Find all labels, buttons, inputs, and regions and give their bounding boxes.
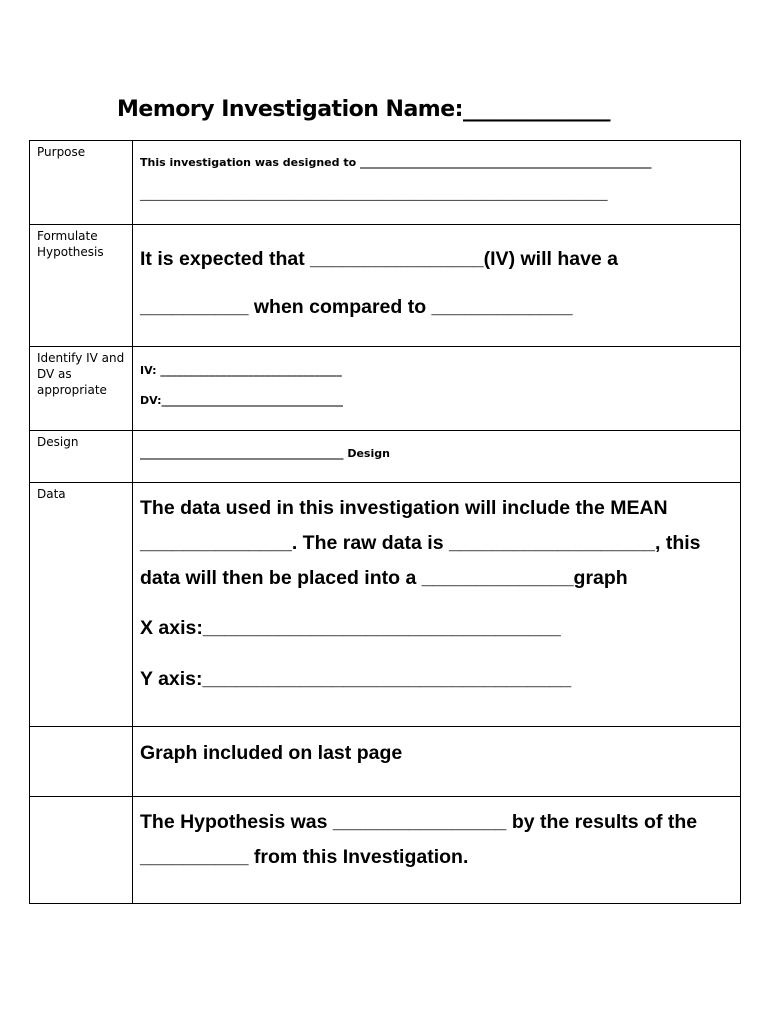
graph-note: Graph included on last page [140, 742, 403, 764]
x-axis-field[interactable]: X axis:_________________________________ [140, 617, 561, 639]
result-content [133, 797, 741, 904]
design-row [30, 431, 741, 483]
design-label: Design [30, 431, 133, 483]
iv-field[interactable]: IV: _________________________________ [140, 364, 342, 377]
ivdv-row [30, 347, 741, 431]
hypothesis-row [30, 225, 741, 347]
purpose-line-1[interactable]: This investigation was designed to _____________________________________________________ [140, 156, 652, 169]
result-label [30, 797, 133, 904]
data-content [133, 483, 741, 727]
dv-field[interactable]: DV:_________________________________ [140, 394, 344, 407]
design-content [133, 431, 741, 483]
hypothesis-content [133, 225, 741, 347]
worksheet-title: Memory Investigation Name:______________ [117, 97, 610, 122]
data-line-2[interactable]: ______________. The raw data is ___________________, this [140, 532, 701, 554]
worksheet-table [29, 140, 741, 904]
purpose-row [30, 141, 741, 225]
purpose-line-2[interactable]: _____________________________________________________________________________________ [140, 188, 608, 201]
ivdv-label: Identify IV and DV as appropriate [30, 347, 133, 431]
purpose-label: Purpose [30, 141, 133, 225]
data-line-1[interactable]: The data used in this investigation will include the MEAN [140, 497, 668, 519]
design-field[interactable]: _____________________________________ Design [140, 447, 390, 460]
graph-content [133, 727, 741, 797]
hypothesis-line-1[interactable]: It is expected that ________________(IV) will have a [140, 248, 619, 270]
hypothesis-line-2[interactable]: __________ when compared to _____________ [140, 296, 573, 318]
ivdv-content [133, 347, 741, 431]
result-line-1[interactable]: The Hypothesis was ________________ by the results of the [140, 811, 698, 833]
data-row [30, 483, 741, 727]
result-line-2[interactable]: __________ from this Investigation. [140, 846, 469, 868]
purpose-content [133, 141, 741, 225]
hypothesis-label: Formulate Hypothesis [30, 225, 133, 347]
y-axis-field[interactable]: Y axis:__________________________________ [140, 668, 572, 690]
data-line-3[interactable]: data will then be placed into a ______________graph [140, 567, 628, 589]
data-label: Data [30, 483, 133, 727]
graph-label [30, 727, 133, 797]
graph-row [30, 727, 741, 797]
result-row [30, 797, 741, 904]
